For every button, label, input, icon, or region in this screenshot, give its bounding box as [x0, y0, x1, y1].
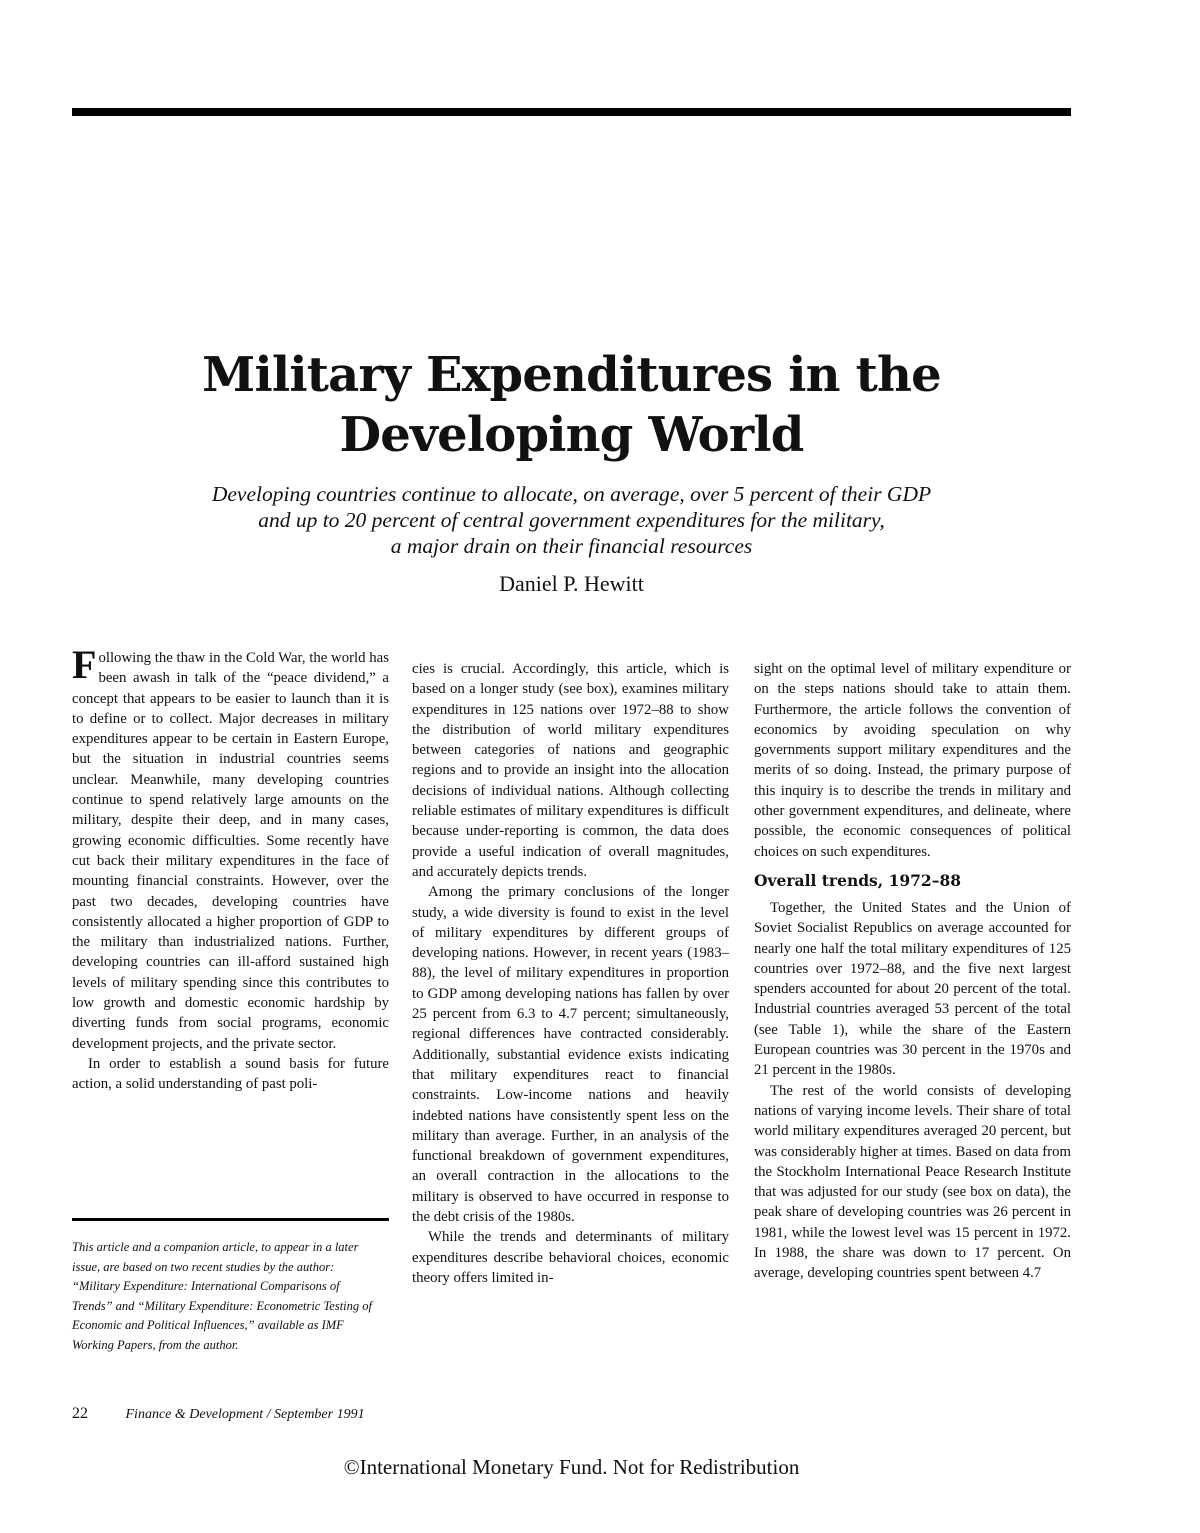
section-heading: Overall trends, 1972–88: [754, 870, 962, 890]
journal-name: Finance & Development / September 1991: [125, 1407, 365, 1422]
footnote-rule: [72, 1218, 389, 1221]
page-number: 22: [72, 1405, 88, 1422]
body-column-3: [754, 659, 1071, 1284]
body-column-1: [72, 642, 389, 1095]
body-paragraph-7: Together, the United States and the Union of Soviet Socialist Republics on average accounted for nearly one half the total military expenditures of 125 countries over 1972–88, and the five next largest spenders accounted for about 20 percent of the total. Industrial countries averaged 53 percent of the total (see Table 1), while the share of the Eastern European countries was 30 percent in the 1970s and 21 percent in the 1980s.: [754, 899, 1071, 1079]
subtitle-line-2: and up to 20 percent of central government expenditures for the military,: [258, 508, 885, 532]
title-line-2: Developing World: [339, 407, 804, 463]
body-column-2: [412, 659, 729, 1288]
subtitle-line-1: Developing countries continue to allocate, on average, over 5 percent of their GDP: [211, 482, 932, 506]
body-paragraph-1: [72, 642, 389, 1054]
page-footer: [72, 1405, 572, 1423]
body-paragraph-5: While the trends and determinants of military expenditures describe behavioral choices, economic theory offers limited in-: [412, 1229, 729, 1286]
body-paragraph-6: sight on the optimal level of military expenditure or on the steps nations should take to attain them. Furthermore, the article follows the convention of economics by avoiding speculation on why governments support military expenditures and the merits of so doing. Instead, the primary purpose of this inquiry is to describe the trends in military and other government expenditures, and delineate, where possible, the economic consequences of political choices on such expenditures.: [754, 661, 1071, 860]
paragraph-1-text: ollowing the thaw in the Cold War, the world has been awash in talk of the “peace dividend,” a concept that appears to be easier to launch than it is to define or to collect. Major decreases in military expenditures appear to be certain in Eastern Europe, but the situation in industrial countries seems unclear. Meanwhile, many developing countries continue to spend relatively large amounts on the military, despite their deep, and in many cases, growing economic difficulties. Some recently have cut back their military expenditures in the face of mounting financial constraints. However, over the past two decades, developing countries have consistently allocated a higher proportion of GDP to the military than industrialized nations. Further, developing countries can ill-afford sustained high levels of military spending since this contributes to low growth and domestic economic hardship by diverting funds from social programs, economic development projects, and the private sector.: [72, 650, 389, 1052]
footnote: This article and a companion article, to appear in a later issue, are based on two recent studies by the author: “Military Expenditure: International Comparisons of Trends” and “Military Expenditure: Econometric Testing of Economic and Political Influences,” available as IMF Working Papers, from the author.: [72, 1240, 372, 1352]
article-title: [0, 345, 1143, 465]
article-subtitle: [100, 481, 1043, 559]
title-line-1: Military Expenditures in the: [202, 347, 941, 403]
body-paragraph-3: cies is crucial. Accordingly, this article, which is based on a longer study (see box), examines military expenditures in 125 nations over 1972–88 to show the distribution of world military expenditures between categories of nations and geographic regions and to provide an insight into the allocation decisions of individual nations. Although collecting reliable estimates of military expenditures is difficult because under-reporting is common, the data does provide a useful indication of overall magnitudes, and accurately depicts trends.: [412, 661, 729, 880]
body-paragraph-8: The rest of the world consists of developing nations of varying income levels. Their share of total world military expenditures averaged 20 percent, but was considerably higher at times. Based on data from the Stockholm International Peace Research Institute that was adjusted for our study (see box on data), the peak share of developing countries was 26 percent in 1981, while the lowest level was 15 percent in 1972. In 1988, the share was down to 17 percent. On average, developing countries spent between 4.7: [754, 1082, 1071, 1282]
subtitle-line-3: a major drain on their financial resources: [390, 534, 753, 558]
drop-cap: F: [72, 642, 97, 687]
copyright-notice: ©International Monetary Fund. Not for Redistribution: [343, 1455, 800, 1479]
body-paragraph-4: Among the primary conclusions of the longer study, a wide diversity is found to exist in the level of military expenditures by different groups of developing nations. However, in recent years (1983–88), the level of military expenditures in proportion to GDP among developing nations has fallen by over 25 percent from 6.3 to 4.7 percent; simultaneously, regional differences have contracted considerably. Additionally, substantial evidence exists indicating that military expenditures react to financial constraints. Low-income nations and heavily indebted nations have consistently spent less on the military than average. Further, in an analysis of the functional breakdown of government expenditures, an overall contraction in the allocations to the military is observed to have occurred in response to the debt crisis of the 1980s.: [412, 884, 729, 1226]
article-author: Daniel P. Hewitt: [499, 571, 644, 596]
top-rule: [72, 108, 1071, 116]
body-paragraph-2: In order to establish a sound basis for future action, a solid understanding of past poli-: [72, 1055, 389, 1093]
